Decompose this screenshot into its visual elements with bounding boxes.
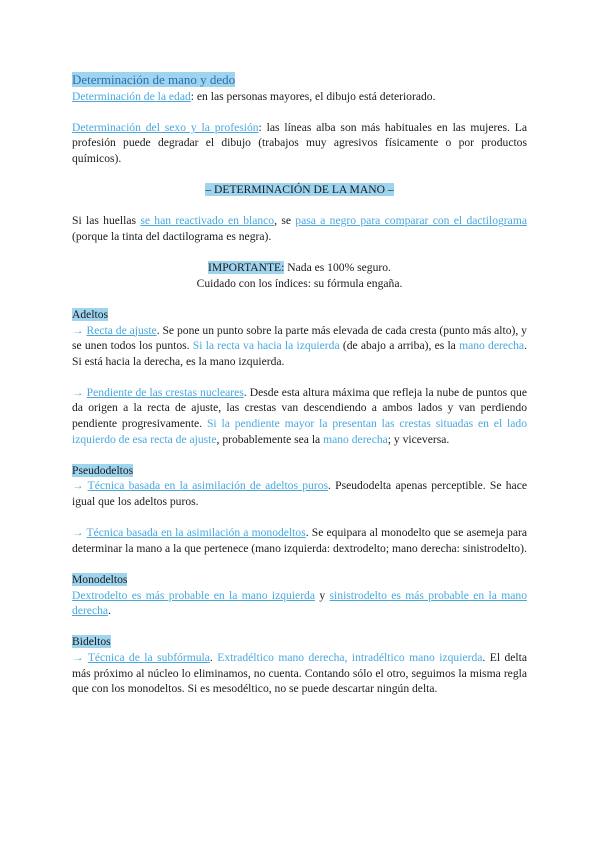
adeltos-heading: Adeltos [72, 307, 109, 321]
subformula-link[interactable]: Técnica de la subfórmula [87, 650, 210, 664]
important-label: IMPORTANTE: [208, 261, 285, 275]
document-body [72, 72, 527, 697]
bideltos-heading: Bideltos [72, 635, 111, 649]
section-heading: – DETERMINACIÓN DE LA MANO – [205, 183, 394, 197]
age-paragraph: Determinación de la edad: en las personas mayores, el dibujo está deteriorado. [72, 89, 436, 103]
sex-paragraph: Determinación del sexo y la profesión: las líneas alba son más habituales en las mujeres. La profesión puede degradar el dibujo (trabajos muy agresivos físicamente o por productos químicos). [72, 120, 527, 165]
arrow-icon: → [72, 323, 87, 337]
pseudodeltos-paragraph-1: → Técnica basada en la asimilación de adeltos puros. Pseudodelta apenas perceptible. Se hace igual que los adeltos puros. [72, 479, 527, 509]
monodeltos-paragraph: Dextrodelto es más probable en la mano izquierda y sinistrodelto es más probable en la mano derecha. [72, 588, 528, 618]
intro-paragraph: Si las huellas se han reactivado en blanco, se pasa a negro para comparar con el dactilograma (porque la tinta del dactilograma es negra). [72, 214, 527, 243]
page-title: Determinación de mano y dedo [72, 72, 236, 87]
important-note: IMPORTANTE: Nada es 100% seguro. [208, 261, 391, 275]
adeltos-paragraph-2: → Pendiente de las crestas nucleares. Desde esta altura máxima que refleja la nube de puntos que da origen a la recta de ajuste, las crestas van descendiendo a ambos lados y van perdiendo pendiente progresivamente. Si la pendiente mayor la presentan las crestas situadas en el lado izquierdo de esa recta de ajuste, probablemente sea la mano derecha; y viceversa. [72, 385, 527, 446]
pseudodeltos-paragraph-2: → Técnica basada en la asimilación a monodeltos. Se equipara al monodelto que se asemeja para determinar la mano a la que pertenece (mano izquierda: dextrodelto; mano derecha: sinistrodelto). [72, 526, 527, 555]
bideltos-paragraph: → Técnica de la subfórmula. Extradéltico mano derecha, intradéltico mano izquierda. El delta más próximo al núcleo lo eliminamos, no cuenta. Contando sólo el otro, seguimos la misma regla que con los monodeltos. Si es mesodéltico, no se puede descartar ningún delta. [72, 650, 527, 696]
arrow-icon: → [72, 385, 87, 399]
adeltos-paragraph-1: → Recta de ajuste. Se pone un punto sobre la parte más elevada de cada cresta (punto más alto), y se unen todos los puntos. Si la recta va hacia la izquierda (de abajo a arriba), es la mano derecha. Si está hacia la derecha, es la mano izquierda. [72, 323, 527, 368]
pendiente-link[interactable]: Pendiente de las crestas nucleares [86, 385, 244, 399]
monodeltos-link[interactable]: Técnica basada en la asimilación a monodeltos [86, 526, 306, 540]
compare-link[interactable]: pasa a negro para comparar con el dactilograma [295, 214, 527, 228]
adeltos-puros-link[interactable]: Técnica basada en la asimilación de adeltos puros [87, 479, 328, 493]
arrow-icon: → [72, 650, 88, 664]
sinistrodelto-link[interactable]: sinistrodelto es más probable en la mano derecha [72, 588, 528, 618]
arrow-icon: → [72, 479, 88, 493]
arrow-icon: → [72, 526, 87, 540]
sex-link[interactable]: Determinación del sexo y la profesión [72, 120, 259, 134]
reactivated-link[interactable]: se han reactivado en blanco [140, 214, 275, 228]
important-note-line2: Cuidado con los índices: su fórmula engaña. [196, 276, 403, 290]
monodeltos-heading: Monodeltos [72, 573, 128, 586]
age-link[interactable]: Determinación de la edad [72, 89, 191, 103]
recta-ajuste-link[interactable]: Recta de ajuste [86, 323, 157, 337]
dextrodelto-link[interactable]: Dextrodelto es más probable en la mano izquierda [72, 588, 316, 602]
pseudodeltos-heading: Pseudodeltos [72, 463, 134, 477]
